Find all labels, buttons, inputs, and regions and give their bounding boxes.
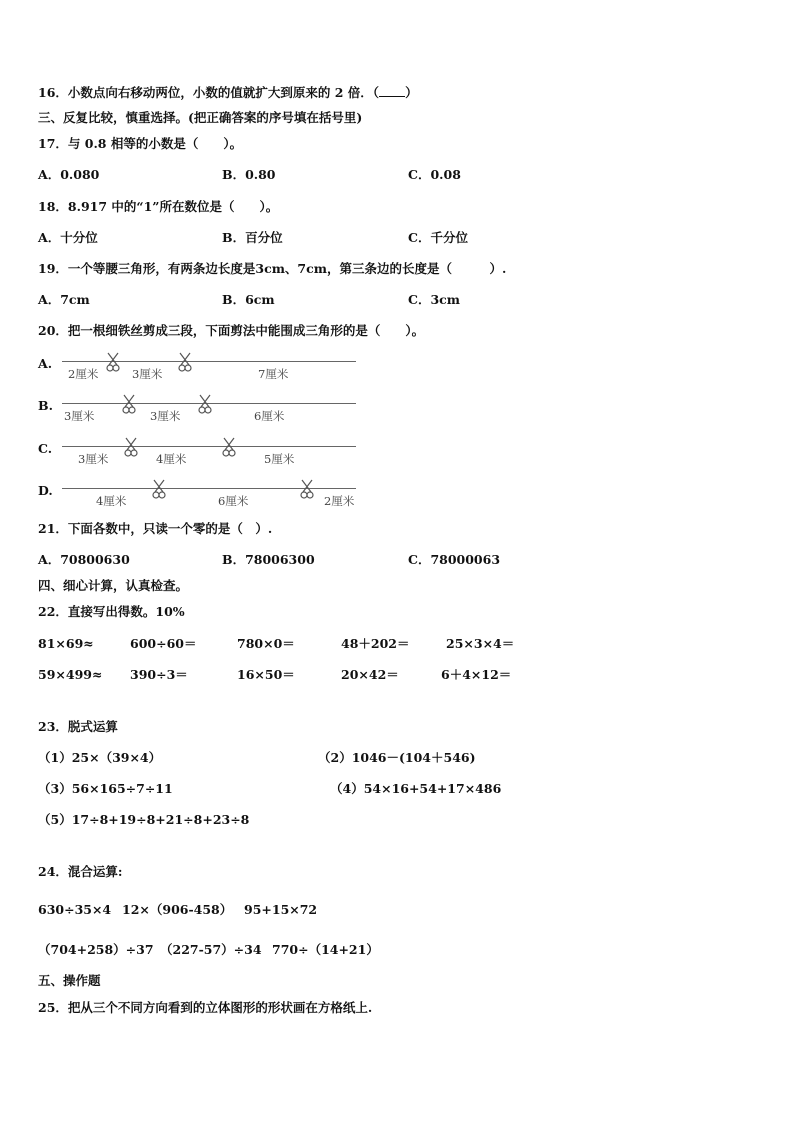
calc-item: 20×42＝ [341,667,399,682]
question-21-stem: 21．下面各数中，只读一个零的是（ ）. [38,521,273,536]
question-21-option-b[interactable]: B．78006300 [222,552,315,567]
question-17-option-b[interactable]: B．0.80 [222,167,276,182]
segment-label: 3厘米 [78,452,109,466]
calc-item: （704+258）÷37 [38,942,154,957]
option-letter: B. [38,398,53,413]
question-22-stem: 22．直接写出得数。10% [38,604,185,619]
calc-item: 770÷（14+21） [272,942,379,957]
calc-item: 390÷3＝ [130,667,188,682]
question-20-option-a[interactable] [38,356,368,386]
segment-label: 6厘米 [218,494,249,508]
option-letter: A. [38,356,53,371]
calc-item: 59×499≈ [38,667,103,682]
scissors-icon [106,352,120,374]
question-25-stem: 25．把从三个不同方向看到的立体图形的形状画在方格纸上. [38,1000,373,1015]
calc-item: 6＋4×12＝ [441,667,512,682]
question-20-option-b[interactable] [38,398,368,428]
segment-label: 3厘米 [64,409,95,423]
option-letter: D. [38,483,53,498]
calc-item: 12×（906-458） [122,902,233,917]
question-16: 16．小数点向右移动两位，小数的值就扩大到原来的 2 倍．（ ） [38,85,418,100]
question-18-option-a[interactable]: A．十分位 [38,230,98,245]
scissors-icon [178,352,192,374]
question-17-stem: 17．与 0.8 相等的小数是（ ）。 [38,136,243,151]
question-24-stem: 24．混合运算: [38,864,123,879]
answer-blank[interactable] [379,84,405,97]
segment-label: 4厘米 [156,452,187,466]
wire-line [62,446,356,447]
calc-item: 81×69≈ [38,636,94,651]
scissors-icon [152,479,166,501]
scissors-icon [300,479,314,501]
segment-label: 6厘米 [254,409,285,423]
question-17-option-a[interactable]: A．0.080 [38,167,100,182]
calc-item: 16×50＝ [237,667,295,682]
segment-label: 3厘米 [132,367,163,381]
scissors-icon [124,437,138,459]
segment-label: 4厘米 [96,494,127,508]
scissors-icon [122,394,136,416]
calc-item: 25×3×4＝ [446,636,515,651]
segment-label: 2厘米 [68,367,99,381]
calc-item: （227-57）÷34 [160,942,262,957]
calc-item: 780×0＝ [237,636,295,651]
question-19-stem: 19．一个等腰三角形，有两条边长度是3cm、7cm，第三条边的长度是（ ）. [38,261,507,276]
segment-label: 7厘米 [258,367,289,381]
question-19-option-c[interactable]: C．3cm [408,292,460,307]
question-23-stem: 23．脱式运算 [38,719,118,734]
segment-label: 2厘米 [324,494,355,508]
calc-item: （4）54×16+54+17×486 [330,781,502,796]
segment-label: 3厘米 [150,409,181,423]
calc-item: 95+15×72 [244,902,318,917]
question-18-option-c[interactable]: C．千分位 [408,230,468,245]
scissors-icon [222,437,236,459]
question-18-stem: 18．8.917 中的“1”所在数位是（ ）。 [38,199,279,214]
calc-item: 600÷60＝ [130,636,197,651]
question-21-option-a[interactable]: A．70800630 [38,552,130,567]
section-5-heading: 五、操作题 [38,973,101,988]
question-19-option-a[interactable]: A．7cm [38,292,90,307]
question-20-option-c[interactable] [38,441,368,471]
calc-item: （1）25×（39×4） [38,750,162,765]
question-20-stem: 20．把一根细铁丝剪成三段，下面剪法中能围成三角形的是（ ）。 [38,323,425,338]
calc-item: （5）17÷8+19÷8+21÷8+23÷8 [38,812,250,827]
calc-item: 48＋202＝ [341,636,410,651]
question-17-option-c[interactable]: C．0.08 [408,167,461,182]
calc-item: （2）1046－(104＋546) [318,750,476,765]
calc-item: 630÷35×4 [38,902,112,917]
option-letter: C. [38,441,53,456]
question-19-option-b[interactable]: B．6cm [222,292,275,307]
question-20-option-d[interactable] [38,483,368,513]
question-18-option-b[interactable]: B．百分位 [222,230,283,245]
calc-item: （3）56×165÷7÷11 [38,781,173,796]
section-3-heading: 三、反复比较，慎重选择。(把正确答案的序号填在括号里) [38,110,363,125]
scissors-icon [198,394,212,416]
section-4-heading: 四、细心计算，认真检查。 [38,578,189,593]
question-21-option-c[interactable]: C．78000063 [408,552,501,567]
segment-label: 5厘米 [264,452,295,466]
